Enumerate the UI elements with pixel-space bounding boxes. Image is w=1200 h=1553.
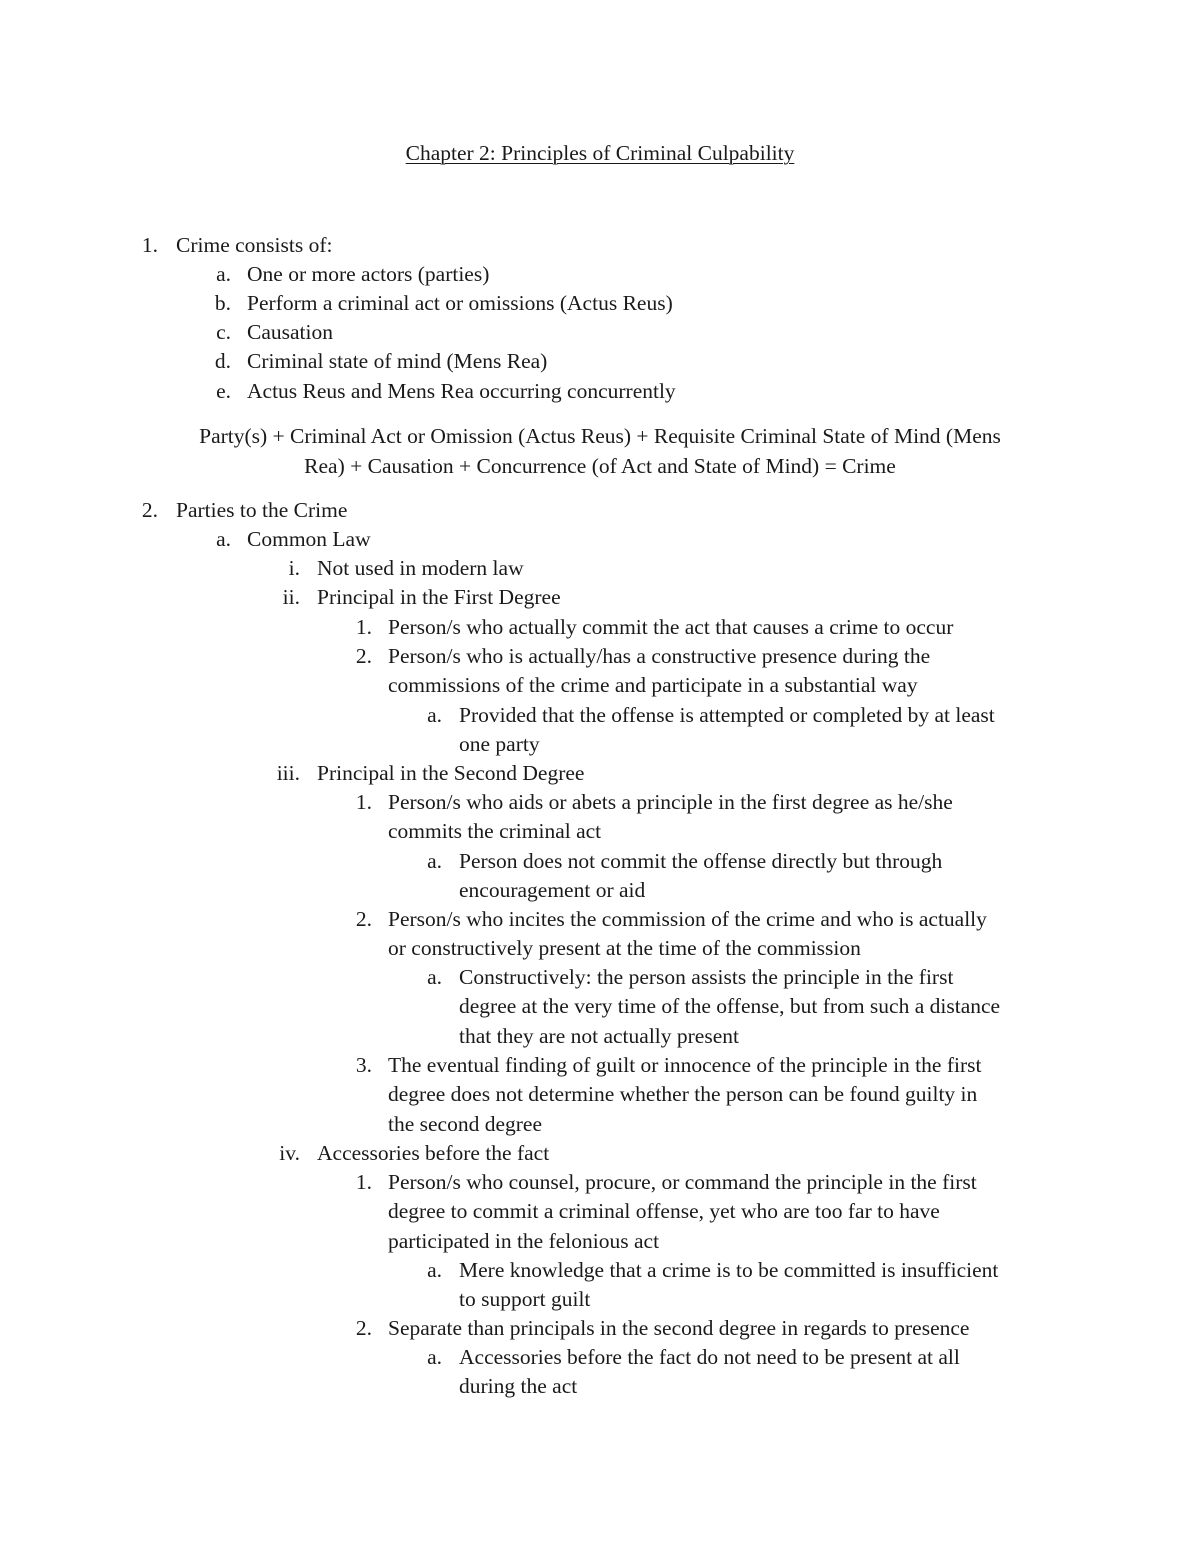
list-item-text: to support guilt bbox=[459, 1287, 591, 1312]
list-item-text: Causation bbox=[247, 320, 333, 344]
list-item-text: Actus Reus and Mens Rea occurring concurrently bbox=[247, 379, 676, 403]
list-marker: c. bbox=[216, 320, 231, 344]
list-marker: a. bbox=[216, 527, 231, 551]
list-item-text: Not used in modern law bbox=[317, 556, 524, 580]
list-marker: a. bbox=[216, 262, 231, 286]
list-item-text: Person/s who aids or abets a principle in the first degree as he/she bbox=[388, 790, 953, 814]
list-marker: i. bbox=[288, 556, 300, 580]
list-item-text: degree at the very time of the offense, but from such a distance bbox=[459, 994, 1001, 1019]
page-title: Chapter 2: Principles of Criminal Culpability bbox=[405, 141, 795, 165]
list-marker: iv. bbox=[279, 1141, 300, 1165]
list-item-text: Accessories before the fact do not need to be present at all bbox=[459, 1345, 960, 1369]
list-item-text: participated in the felonious act bbox=[388, 1228, 660, 1253]
list-item-text: Provided that the offense is attempted or completed by at least bbox=[459, 703, 995, 727]
formula-line-1: Party(s) + Criminal Act or Omission (Actus Reus) + Requisite Criminal State of Mind (Mens bbox=[199, 424, 1001, 448]
list-marker: 2. bbox=[355, 644, 372, 668]
list-marker: 1. bbox=[355, 1170, 372, 1194]
list-item-text: Parties to the Crime bbox=[176, 498, 348, 522]
list-item-text: Accessories before the fact bbox=[317, 1141, 550, 1165]
list-marker: iii. bbox=[276, 761, 300, 785]
list-marker: a. bbox=[427, 1258, 442, 1282]
list-item-text: or constructively present at the time of the commission bbox=[388, 936, 861, 961]
list-marker: 1. bbox=[355, 615, 372, 639]
list-item-text: The eventual finding of guilt or innocence of the principle in the first bbox=[388, 1053, 982, 1077]
list-item-text: One or more actors (parties) bbox=[247, 262, 490, 286]
list-item-text: Common Law bbox=[247, 527, 371, 551]
list-marker: e. bbox=[216, 379, 231, 403]
list-marker: 1. bbox=[141, 233, 158, 257]
list-marker: 2. bbox=[355, 1316, 372, 1340]
list-item-text: commissions of the crime and participate in a substantial way bbox=[388, 673, 918, 698]
list-item-text: Person/s who counsel, procure, or command the principle in the first bbox=[388, 1170, 977, 1194]
list-item-text: Person/s who incites the commission of the crime and who is actually bbox=[388, 907, 987, 931]
list-item-text: Person/s who actually commit the act that causes a crime to occur bbox=[388, 615, 954, 639]
list-item-text: degree to commit a criminal offense, yet who are too far to have bbox=[388, 1199, 940, 1224]
list-marker: 3. bbox=[355, 1053, 372, 1077]
list-marker: a. bbox=[427, 703, 442, 727]
list-item-text: commits the criminal act bbox=[388, 819, 602, 844]
list-item-text: Principal in the Second Degree bbox=[317, 761, 585, 785]
list-marker: ii. bbox=[282, 585, 300, 609]
list-item-text: Mere knowledge that a crime is to be committed is insufficient bbox=[459, 1258, 999, 1282]
list-item-text: Perform a criminal act or omissions (Actus Reus) bbox=[247, 291, 673, 315]
list-item-text: Person/s who is actually/has a constructive presence during the bbox=[388, 644, 931, 668]
list-marker: a. bbox=[427, 849, 442, 873]
list-item-text: encouragement or aid bbox=[459, 878, 646, 903]
list-marker: 1. bbox=[355, 790, 372, 814]
list-marker: 2. bbox=[355, 907, 372, 931]
list-item-text: Crime consists of: bbox=[176, 233, 333, 257]
list-item-text: degree does not determine whether the person can be found guilty in bbox=[388, 1082, 978, 1107]
list-item-text: Principal in the First Degree bbox=[317, 585, 561, 609]
list-item-text: Separate than principals in the second degree in regards to presence bbox=[388, 1316, 970, 1340]
list-marker: a. bbox=[427, 965, 442, 989]
list-item-text: Constructively: the person assists the principle in the first bbox=[459, 965, 954, 989]
list-item-text: the second degree bbox=[388, 1111, 543, 1136]
list-item-text: one party bbox=[459, 732, 540, 757]
list-marker: a. bbox=[427, 1345, 442, 1369]
formula-line-2: Rea) + Causation + Concurrence (of Act and State of Mind) = Crime bbox=[304, 454, 896, 478]
list-marker: d. bbox=[214, 349, 231, 373]
list-item-text: Person does not commit the offense directly but through bbox=[459, 849, 943, 873]
list-marker: 2. bbox=[141, 498, 158, 522]
list-item-text: during the act bbox=[459, 1374, 578, 1399]
list-marker: b. bbox=[214, 291, 231, 315]
list-item-text: that they are not actually present bbox=[459, 1023, 739, 1048]
list-item-text: Criminal state of mind (Mens Rea) bbox=[247, 349, 548, 373]
